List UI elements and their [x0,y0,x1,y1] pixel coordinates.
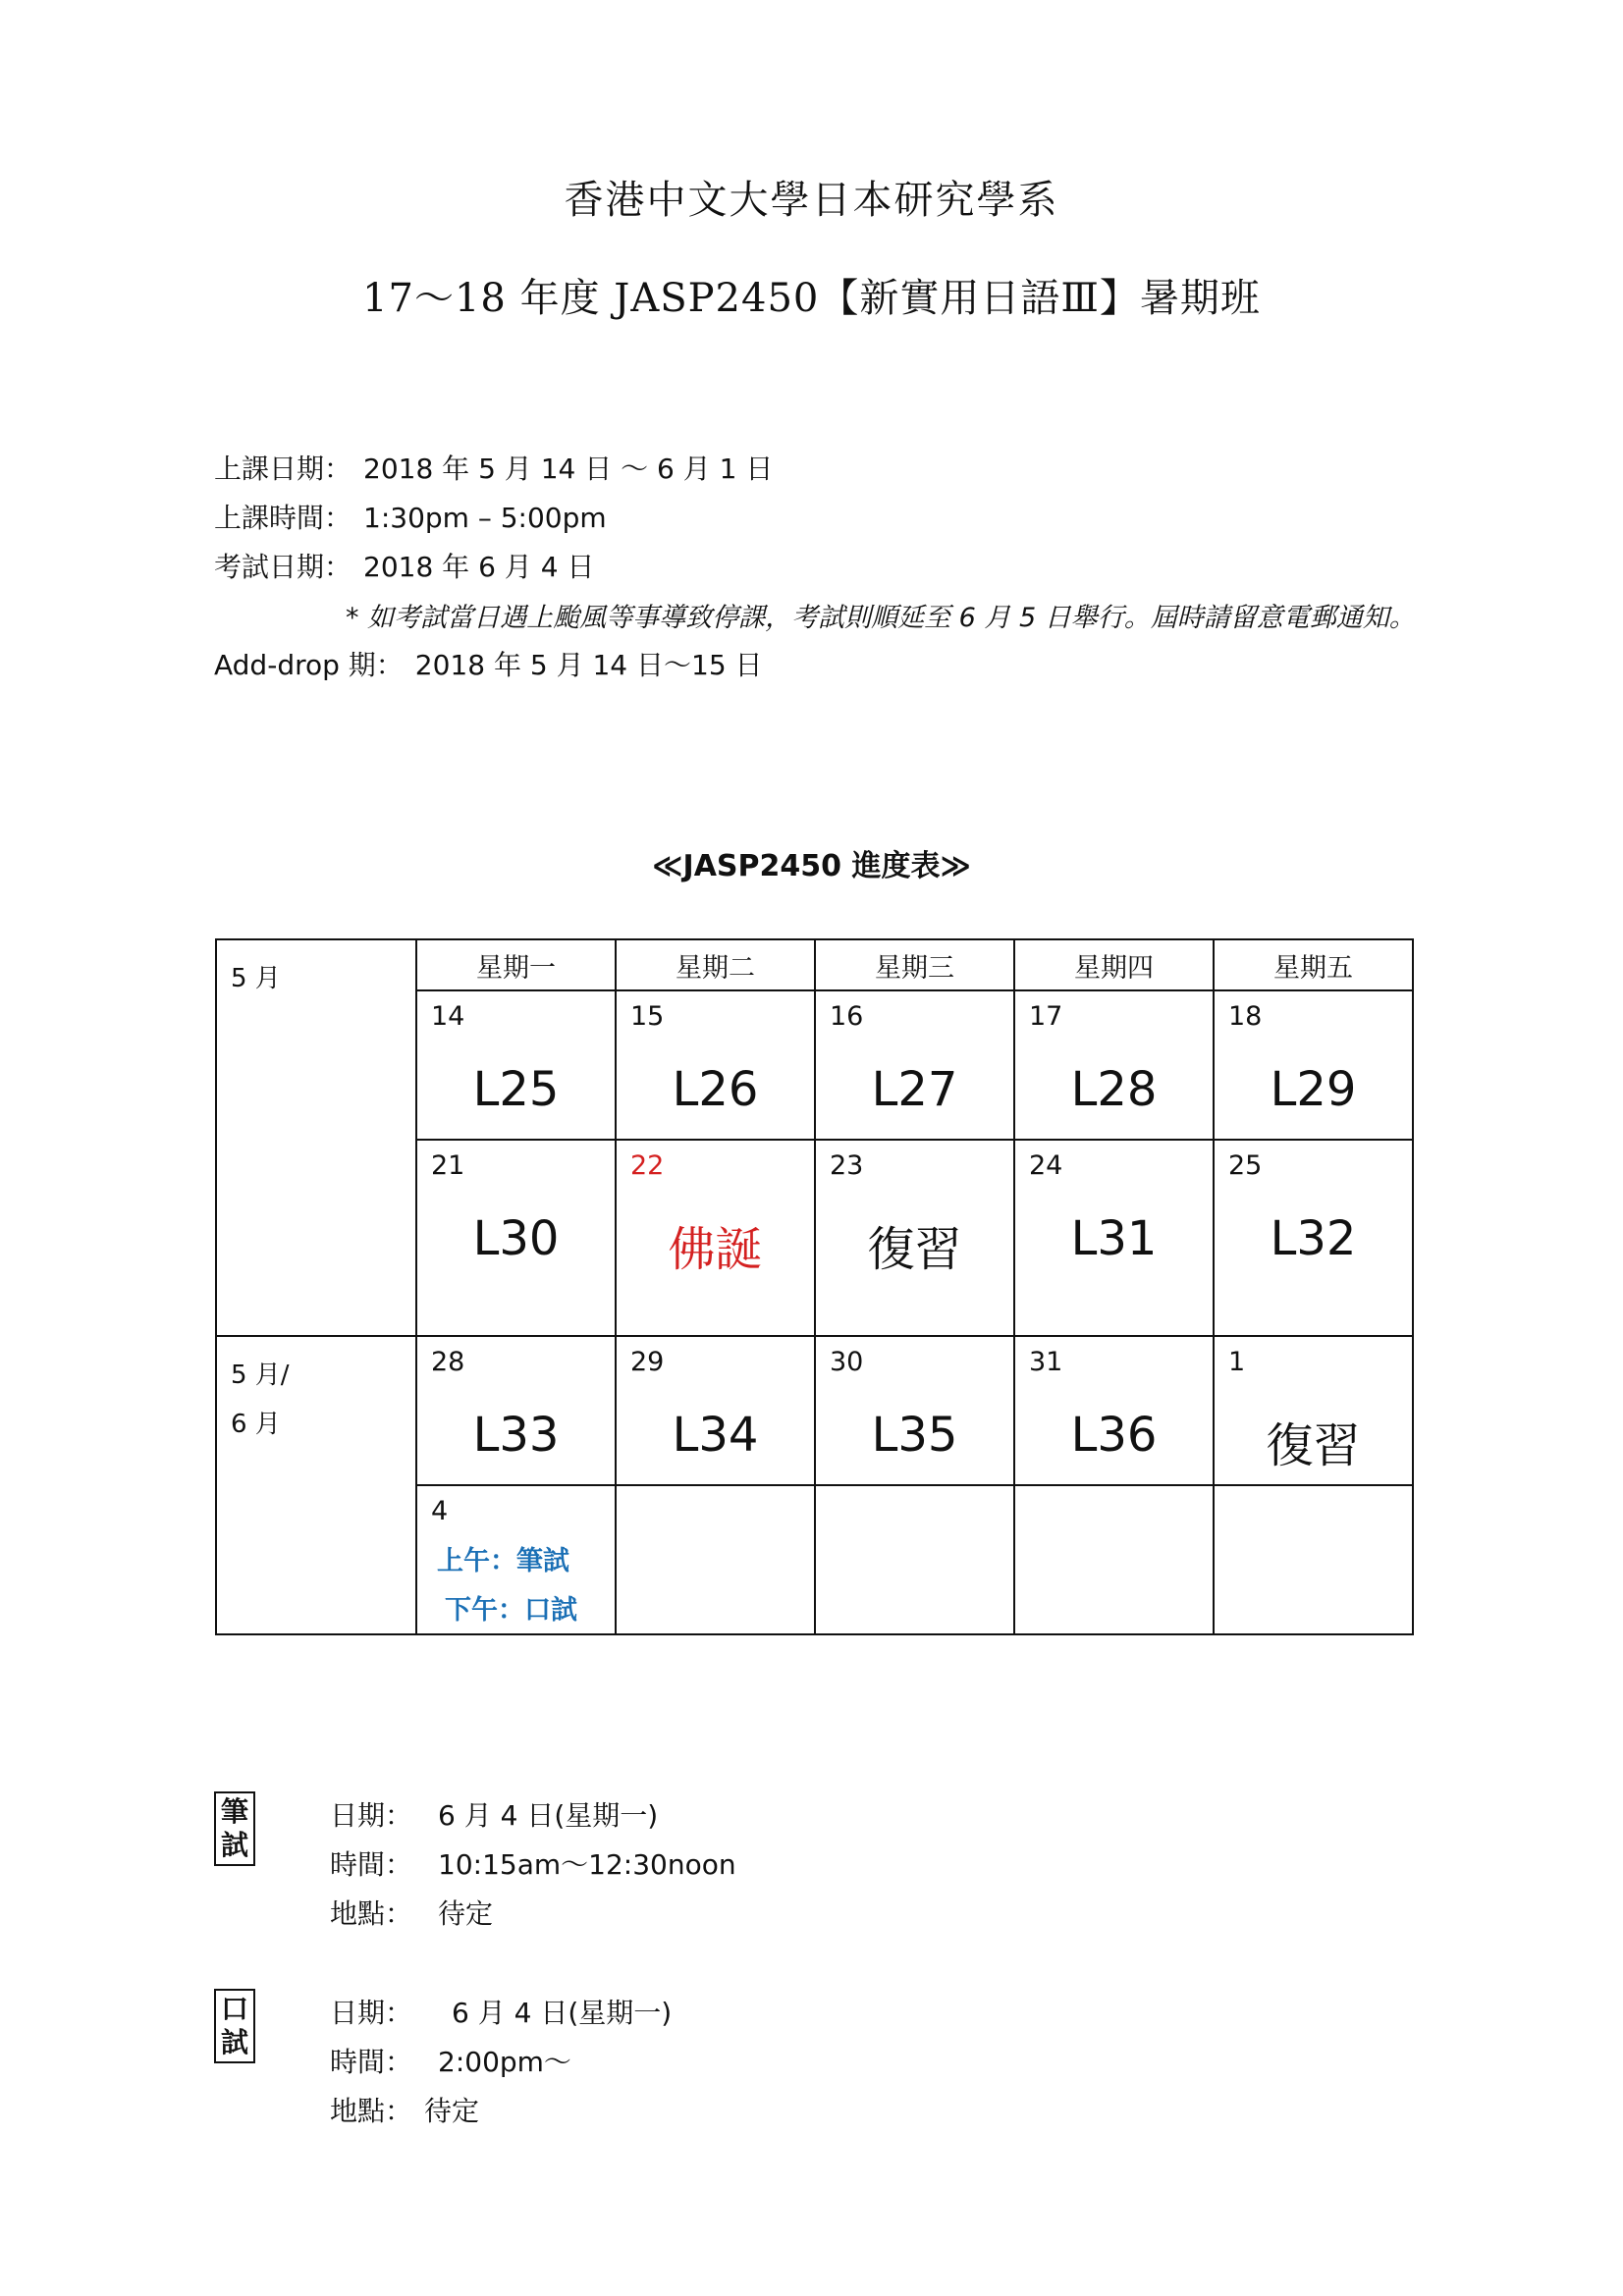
oral-exam-time-row [330,2038,672,2087]
cell-date: 30 [830,1347,864,1377]
cell-date: 1 [1228,1347,1246,1377]
schedule-cell [1014,1140,1214,1336]
cell-date: 28 [431,1347,465,1377]
class-dates-row [214,450,773,499]
written-exam-details [330,1791,736,1939]
schedule-cell [815,990,1014,1140]
oral-exam-time-value: 2:00pm～ [438,2046,571,2078]
month-label [216,939,416,1336]
written-exam-venue-row [330,1890,736,1939]
oral-exam-venue-label: 地點： [330,2095,413,2127]
class-dates-label: 上課日期： [214,453,352,485]
add-drop-label: Add-drop 期： [214,649,404,681]
schedule-cell [416,990,616,1140]
written-exam-date-row [330,1791,736,1841]
afternoon-exam-text: 下午：口試 [445,1595,577,1626]
written-exam-time-row [330,1841,736,1890]
day-header: 星期一 [416,939,616,990]
cell-date: 15 [630,1001,665,1032]
oral-exam-venue-value: 待定 [424,2095,480,2127]
written-exam-tag: 筆試 [214,1791,255,1866]
typhoon-note: * 如考試當日遇上颱風等事導致停課，考試則順延至 6 月 5 日舉行。屆時請留意電郵通知。 [346,603,1416,633]
cell-date: 18 [1228,1001,1263,1032]
cell-lesson: L32 [1270,1211,1357,1266]
week-row [216,1336,1413,1485]
cell-lesson: L35 [871,1408,958,1463]
cell-lesson: L26 [672,1062,759,1117]
schedule-cell [1014,990,1214,1140]
add-drop-info [214,646,763,695]
schedule-cell [1014,1336,1214,1485]
add-drop-row [214,646,763,695]
written-exam-date-value: 6 月 4 日(星期一) [438,1799,659,1832]
oral-exam-date-value: 6 月 4 日(星期一) [452,1997,673,2029]
cell-lesson: L28 [1070,1062,1158,1117]
cell-lesson: L27 [871,1062,958,1117]
schedule-cell [416,1140,616,1336]
schedule-title: ≪JASP2450 進度表≫ [652,849,971,883]
month-text: 5 月/ [231,1361,290,1390]
written-exam-venue-label: 地點： [330,1897,413,1930]
day-header: 星期二 [616,939,815,990]
cell-date: 29 [630,1347,665,1377]
schedule-cell [416,1336,616,1485]
oral-exam-date-row [330,1989,672,2038]
month-text: 6 月 [231,1410,281,1439]
cell-date: 14 [431,1001,465,1032]
exam-date-label: 考試日期： [214,551,352,583]
schedule-cell [1214,1336,1413,1485]
schedule-cell [1214,990,1413,1140]
cell-date: 21 [431,1150,465,1181]
schedule-header-row [216,939,1413,990]
cell-lesson: 復習 [1266,1418,1361,1473]
month-text: 5 月 [231,964,281,993]
schedule-cell [616,990,815,1140]
day-header: 星期三 [815,939,1014,990]
page-title: 香港中文大學日本研究學系 [564,178,1059,223]
schedule-cell [616,1485,815,1634]
day-header: 星期四 [1014,939,1214,990]
written-exam-time-label: 時間： [330,1848,413,1881]
schedule-cell [815,1336,1014,1485]
schedule-cell [616,1140,815,1336]
exam-day-info [437,1537,577,1635]
cell-holiday: 佛誕 [668,1222,763,1277]
class-time-row [214,499,773,548]
written-exam-time-value: 10:15am～12:30noon [438,1848,736,1881]
cell-date: 16 [830,1001,864,1032]
cell-lesson: L33 [472,1408,560,1463]
written-exam-date-label: 日期： [330,1799,413,1832]
schedule-cell [1214,1140,1413,1336]
cell-lesson: 復習 [867,1222,962,1277]
oral-exam-time-label: 時間： [330,2046,413,2078]
exam-date-value: 2018 年 6 月 4 日 [363,551,595,583]
cell-date: 23 [830,1150,864,1181]
schedule-cell [1014,1485,1214,1634]
cell-date: 4 [431,1496,449,1526]
cell-lesson: L29 [1270,1062,1357,1117]
schedule-cell [416,1485,616,1634]
cell-lesson: L30 [472,1211,560,1266]
schedule-cell [1214,1485,1413,1634]
morning-exam-text: 上午：筆試 [437,1546,569,1576]
schedule-cell [616,1336,815,1485]
add-drop-value: 2018 年 5 月 14 日～15 日 [414,649,763,681]
exam-date-row [214,548,773,597]
cell-date: 24 [1029,1150,1063,1181]
schedule-table [215,938,1414,1635]
cell-lesson: L36 [1070,1408,1158,1463]
written-exam-venue-value: 待定 [438,1897,494,1930]
cell-lesson: L31 [1070,1211,1158,1266]
schedule-cell [815,1485,1014,1634]
cell-date: 17 [1029,1001,1063,1032]
class-dates-value: 2018 年 5 月 14 日 ～ 6 月 1 日 [363,453,774,485]
oral-exam-venue-row [330,2087,672,2136]
cell-date: 25 [1228,1150,1263,1181]
cell-lesson: L25 [472,1062,560,1117]
day-header: 星期五 [1214,939,1413,990]
cell-date: 31 [1029,1347,1063,1377]
oral-exam-tag: 口試 [214,1989,255,2063]
course-info [214,450,773,597]
class-time-value: 1:30pm – 5:00pm [363,502,607,534]
schedule-cell [815,1140,1014,1336]
course-subtitle: 17～18 年度 JASP2450【新實用日語Ⅲ】暑期班 [362,276,1261,321]
oral-exam-details [330,1989,672,2136]
month-label [216,1336,416,1634]
oral-exam-date-label: 日期： [330,1997,413,2029]
cell-lesson: L34 [672,1408,759,1463]
class-time-label: 上課時間： [214,502,352,534]
cell-date: 22 [630,1150,665,1181]
